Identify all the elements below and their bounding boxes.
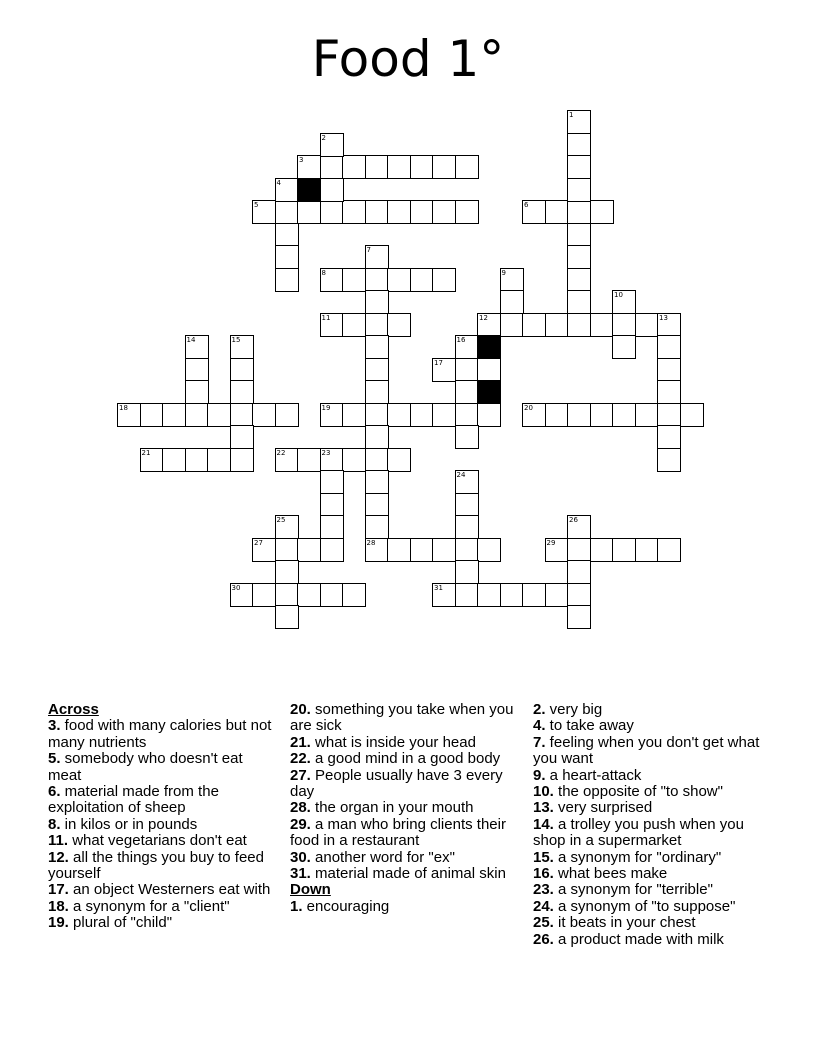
clue-text: a synonym for a "client": [68, 897, 230, 915]
grid-cell[interactable]: [297, 448, 321, 472]
cell-number: 4: [276, 178, 281, 187]
down-clue: [533, 915, 768, 931]
grid-cell[interactable]: [162, 448, 186, 472]
grid-cell[interactable]: [455, 493, 479, 517]
grid-cell[interactable]: [207, 403, 231, 427]
grid-cell[interactable]: [252, 403, 276, 427]
clue-text: encouraging: [302, 897, 390, 915]
cell-number: 3: [299, 156, 304, 164]
grid-cell[interactable]: [612, 313, 636, 337]
grid-cell[interactable]: [275, 538, 299, 562]
grid-cell[interactable]: [567, 290, 591, 314]
clue-number: 10.: [533, 783, 554, 801]
clue-number: 6.: [48, 783, 61, 801]
clue-text: very surprised: [553, 799, 653, 817]
across-clue: [290, 735, 522, 751]
black-cell: [477, 335, 501, 359]
grid-cell[interactable]: [365, 268, 389, 292]
cell-number: 8: [321, 268, 326, 277]
grid-cell[interactable]: [342, 155, 366, 179]
clue-number: 26.: [533, 930, 554, 948]
grid-cell[interactable]: [432, 538, 456, 562]
clue-text: People usually have 3 every day: [290, 766, 503, 801]
clue-number: 14.: [533, 815, 554, 833]
across-clue: [48, 751, 273, 784]
clue-text: an object Westerners eat with: [68, 881, 271, 899]
grid-cell[interactable]: [657, 380, 681, 404]
grid-cell[interactable]: [320, 538, 344, 562]
grid-cell[interactable]: [230, 403, 254, 427]
grid-cell[interactable]: [455, 200, 479, 224]
cell-number: 10: [614, 291, 623, 299]
across-clue: [48, 882, 273, 898]
grid-cell[interactable]: [500, 313, 524, 337]
grid-cell[interactable]: [567, 200, 591, 224]
cell-number: 19: [321, 403, 331, 412]
down-clue: [533, 899, 768, 915]
grid-cell[interactable]: [365, 313, 389, 337]
grid-cell[interactable]: [365, 493, 389, 517]
cell-number: 11: [321, 313, 331, 322]
clue-text: a heart-attack: [545, 766, 642, 784]
grid-cell[interactable]: [365, 358, 389, 382]
across-clue: [290, 866, 522, 882]
grid-cell[interactable]: [185, 403, 209, 427]
down-heading: Down: [290, 881, 331, 899]
grid-cell[interactable]: [455, 583, 479, 607]
cell-number: 27: [254, 538, 263, 547]
grid-cell[interactable]: [342, 448, 366, 472]
grid-cell[interactable]: [590, 200, 614, 224]
down-clue: [533, 850, 768, 866]
down-clue: [533, 768, 768, 784]
grid-cell[interactable]: [275, 245, 299, 269]
grid-cell[interactable]: [230, 358, 254, 382]
grid-cell[interactable]: [455, 155, 479, 179]
clue-text: a synonym for "ordinary": [553, 848, 722, 866]
grid-cell[interactable]: [545, 200, 569, 224]
grid-cell[interactable]: [387, 448, 411, 472]
cell-number: 6: [524, 201, 529, 209]
grid-cell[interactable]: [342, 313, 366, 337]
black-cell: [297, 178, 321, 202]
grid-cell[interactable]: [657, 403, 681, 427]
across-clue: [290, 800, 522, 816]
cell-number: 18: [119, 403, 128, 412]
grid-cell[interactable]: [567, 605, 591, 629]
across-clue: [48, 899, 273, 915]
grid-cell[interactable]: [657, 538, 681, 562]
clue-text: another word for "ex": [310, 848, 455, 866]
cell-number: 17: [434, 358, 443, 367]
cell-number: 26: [569, 516, 578, 524]
grid-cell[interactable]: [275, 200, 299, 224]
grid-cell[interactable]: [297, 583, 321, 607]
down-clue: [533, 718, 768, 734]
across-clue: [290, 702, 522, 735]
grid-cell[interactable]: [365, 425, 389, 449]
grid-cell[interactable]: [657, 335, 681, 359]
across-clue: [48, 850, 273, 883]
grid-cell[interactable]: [342, 268, 366, 292]
clue-text: food with many calories but not many nutrients: [48, 717, 272, 751]
grid-cell[interactable]: [567, 245, 591, 269]
grid-cell[interactable]: [365, 335, 389, 359]
clue-number: 11.: [48, 832, 69, 850]
cell-number: 28: [366, 538, 376, 547]
across-clue: [290, 768, 522, 801]
grid-cell[interactable]: [275, 403, 299, 427]
clue-number: 18.: [48, 897, 69, 915]
grid-cell[interactable]: [365, 470, 389, 494]
grid-cell[interactable]: [410, 200, 434, 224]
cell-number: 16: [456, 336, 466, 344]
clue-number: 4.: [533, 717, 546, 735]
cell-number: 1: [569, 111, 574, 119]
grid-cell[interactable]: [387, 313, 411, 337]
cell-number: 9: [501, 268, 506, 277]
grid-cell[interactable]: [455, 358, 479, 382]
clue-text: a good mind in a good body: [310, 750, 501, 768]
clue-number: 30.: [290, 848, 311, 866]
clue-number: 24.: [533, 897, 554, 915]
page-title: Food 1°: [311, 30, 505, 88]
grid-cell[interactable]: [432, 268, 456, 292]
grid-cell[interactable]: [185, 448, 209, 472]
grid-cell[interactable]: [320, 515, 344, 539]
grid-cell[interactable]: [657, 358, 681, 382]
clue-number: 2.: [533, 701, 546, 718]
grid-cell[interactable]: [320, 178, 344, 202]
grid-cell[interactable]: [567, 403, 591, 427]
grid-cell[interactable]: [522, 313, 546, 337]
grid-cell[interactable]: [297, 538, 321, 562]
cell-number: 21: [141, 448, 151, 457]
grid-cell[interactable]: [567, 313, 591, 337]
grid-cell[interactable]: [612, 335, 636, 359]
down-clue: [533, 735, 768, 768]
grid-cell[interactable]: [252, 583, 276, 607]
across-clue: [48, 915, 273, 931]
grid-cell[interactable]: [477, 358, 501, 382]
grid-cell[interactable]: [320, 470, 344, 494]
grid-cell[interactable]: [500, 583, 524, 607]
clue-number: 31.: [290, 865, 311, 883]
clue-text: what bees make: [553, 865, 668, 883]
grid-cell[interactable]: [320, 493, 344, 517]
clue-number: 29.: [290, 815, 311, 833]
cell-number: 25: [276, 516, 286, 524]
clue-text: a trolley you push when you shop in a supermarket: [533, 815, 744, 850]
grid-cell[interactable]: [455, 560, 479, 584]
grid-cell[interactable]: [567, 560, 591, 584]
grid-cell[interactable]: [567, 133, 591, 157]
across-clue: [48, 833, 273, 849]
grid-cell[interactable]: [410, 538, 434, 562]
grid-cell[interactable]: [230, 425, 254, 449]
clue-text: in kilos or in pounds: [60, 815, 198, 833]
grid-cell[interactable]: [320, 200, 344, 224]
cell-number: 2: [321, 133, 326, 142]
grid-cell[interactable]: [455, 403, 479, 427]
clue-column-1: [48, 702, 273, 932]
grid-cell[interactable]: [365, 200, 389, 224]
grid-cell[interactable]: [477, 583, 501, 607]
grid-cell[interactable]: [387, 200, 411, 224]
clue-number: 21.: [290, 733, 311, 751]
across-clue: [48, 817, 273, 833]
clue-text: a synonym of "to suppose": [553, 897, 736, 915]
grid-cell[interactable]: [410, 268, 434, 292]
grid-cell[interactable]: [365, 448, 389, 472]
across-clue: [290, 751, 522, 767]
down-clue: [533, 817, 768, 850]
clue-number: 27.: [290, 766, 311, 784]
clue-text: material made from the exploitation of sheep: [48, 783, 219, 817]
grid-cell[interactable]: [275, 268, 299, 292]
grid-cell[interactable]: [590, 403, 614, 427]
clue-text: something you take when you are sick: [290, 701, 514, 735]
black-cell: [477, 380, 501, 404]
grid-cell[interactable]: [522, 583, 546, 607]
clue-text: feeling when you don't get what you want: [533, 733, 760, 768]
grid-cell[interactable]: [275, 583, 299, 607]
clue-number: 15.: [533, 848, 554, 866]
grid-cell[interactable]: [635, 403, 659, 427]
grid-cell[interactable]: [545, 403, 569, 427]
grid-cell[interactable]: [365, 515, 389, 539]
cell-number: 5: [254, 201, 259, 209]
grid-cell[interactable]: [410, 403, 434, 427]
grid-cell[interactable]: [567, 155, 591, 179]
clue-number: 13.: [533, 799, 554, 817]
clue-text: a man who bring clients their food in a restaurant: [290, 815, 506, 850]
grid-cell[interactable]: [567, 538, 591, 562]
grid-cell[interactable]: [365, 290, 389, 314]
grid-cell[interactable]: [320, 155, 344, 179]
down-clue: [533, 702, 768, 718]
grid-cell[interactable]: [657, 425, 681, 449]
grid-cell[interactable]: [455, 380, 479, 404]
clue-number: 23.: [533, 881, 554, 899]
grid-cell[interactable]: [207, 448, 231, 472]
cell-number: 31: [434, 583, 443, 592]
clue-text: what vegetarians don't eat: [68, 832, 247, 850]
grid-cell[interactable]: [387, 538, 411, 562]
cell-number: 20: [524, 403, 533, 412]
grid-cell[interactable]: [545, 313, 569, 337]
clue-number: 19.: [48, 914, 69, 932]
down-clue: [533, 882, 768, 898]
grid-cell[interactable]: [297, 200, 321, 224]
grid-cell[interactable]: [567, 223, 591, 247]
cell-number: 14: [186, 336, 196, 344]
clue-text: the opposite of "to show": [553, 783, 723, 801]
cell-number: 29: [546, 538, 556, 547]
grid-cell[interactable]: [185, 380, 209, 404]
clue-text: very big: [545, 701, 603, 718]
down-clue: [533, 932, 768, 948]
grid-cell[interactable]: [590, 313, 614, 337]
across-clue: [48, 718, 273, 751]
clue-text: plural of "child": [68, 914, 173, 932]
clue-text: to take away: [545, 717, 634, 735]
grid-cell[interactable]: [230, 448, 254, 472]
grid-cell[interactable]: [432, 155, 456, 179]
cell-number: 30: [231, 583, 241, 592]
grid-cell[interactable]: [635, 313, 659, 337]
clue-text: a synonym for "terrible": [553, 881, 713, 899]
clue-text: it beats in your chest: [553, 914, 696, 932]
clue-number: 22.: [290, 750, 311, 768]
grid-cell[interactable]: [545, 583, 569, 607]
clue-number: 28.: [290, 799, 311, 817]
grid-cell[interactable]: [162, 403, 186, 427]
cell-number: 23: [321, 448, 331, 457]
clue-text: somebody who doesn't eat meat: [48, 750, 243, 784]
clue-text: material made of animal skin: [310, 865, 506, 883]
clue-number: 3.: [48, 717, 61, 735]
grid-cell[interactable]: [365, 403, 389, 427]
grid-cell[interactable]: [387, 155, 411, 179]
grid-cell[interactable]: [432, 200, 456, 224]
cell-number: 12: [479, 313, 488, 322]
clue-number: 20.: [290, 701, 311, 718]
cell-number: 22: [276, 448, 286, 457]
grid-cell[interactable]: [275, 223, 299, 247]
grid-cell[interactable]: [477, 403, 501, 427]
across-clue: [290, 850, 522, 866]
grid-cell[interactable]: [320, 583, 344, 607]
grid-cell[interactable]: [342, 583, 366, 607]
clue-number: 17.: [48, 881, 69, 899]
clue-text: the organ in your mouth: [310, 799, 474, 817]
grid-cell[interactable]: [230, 380, 254, 404]
clue-number: 16.: [533, 865, 554, 883]
across-clue: [48, 784, 273, 817]
grid-cell[interactable]: [567, 583, 591, 607]
grid-cell[interactable]: [432, 403, 456, 427]
down-clue: [290, 899, 522, 915]
grid-cell[interactable]: [140, 403, 164, 427]
clue-number: 7.: [533, 733, 546, 751]
cell-number: 7: [366, 246, 371, 254]
clue-number: 12.: [48, 848, 69, 866]
grid-cell[interactable]: [680, 403, 704, 427]
clue-text: what is inside your head: [310, 733, 476, 751]
grid-cell[interactable]: [635, 538, 659, 562]
grid-cell[interactable]: [365, 155, 389, 179]
grid-cell[interactable]: [387, 403, 411, 427]
clue-number: 8.: [48, 815, 61, 833]
grid-cell[interactable]: [590, 538, 614, 562]
across-heading: Across: [48, 701, 99, 718]
clue-number: 9.: [533, 766, 546, 784]
down-clue: [533, 784, 768, 800]
grid-cell[interactable]: [342, 403, 366, 427]
grid-cell[interactable]: [365, 380, 389, 404]
grid-cell[interactable]: [477, 538, 501, 562]
grid-cell[interactable]: [455, 515, 479, 539]
clue-number: 1.: [290, 897, 303, 915]
grid-cell[interactable]: [567, 268, 591, 292]
grid-cell[interactable]: [410, 155, 434, 179]
grid-cell[interactable]: [387, 268, 411, 292]
clue-column-3: [533, 702, 768, 948]
grid-cell[interactable]: [500, 290, 524, 314]
down-clue: [533, 800, 768, 816]
clue-column-2: [290, 702, 522, 915]
grid-cell[interactable]: [455, 425, 479, 449]
grid-cell[interactable]: [342, 200, 366, 224]
across-clue: [290, 817, 522, 850]
grid-cell[interactable]: [275, 605, 299, 629]
grid-cell[interactable]: [612, 538, 636, 562]
clue-number: 25.: [533, 914, 554, 932]
cell-number: 24: [456, 471, 466, 479]
clue-text: a product made with milk: [553, 930, 724, 948]
cell-number: 15: [231, 336, 241, 344]
down-clue: [533, 866, 768, 882]
grid-cell[interactable]: [455, 538, 479, 562]
grid-cell[interactable]: [275, 560, 299, 584]
grid-cell[interactable]: [185, 358, 209, 382]
clue-text: all the things you buy to feed yourself: [48, 848, 264, 883]
grid-cell[interactable]: [567, 178, 591, 202]
cell-number: 13: [659, 313, 668, 322]
grid-cell[interactable]: [612, 403, 636, 427]
clue-number: 5.: [48, 750, 61, 768]
grid-cell[interactable]: [657, 448, 681, 472]
